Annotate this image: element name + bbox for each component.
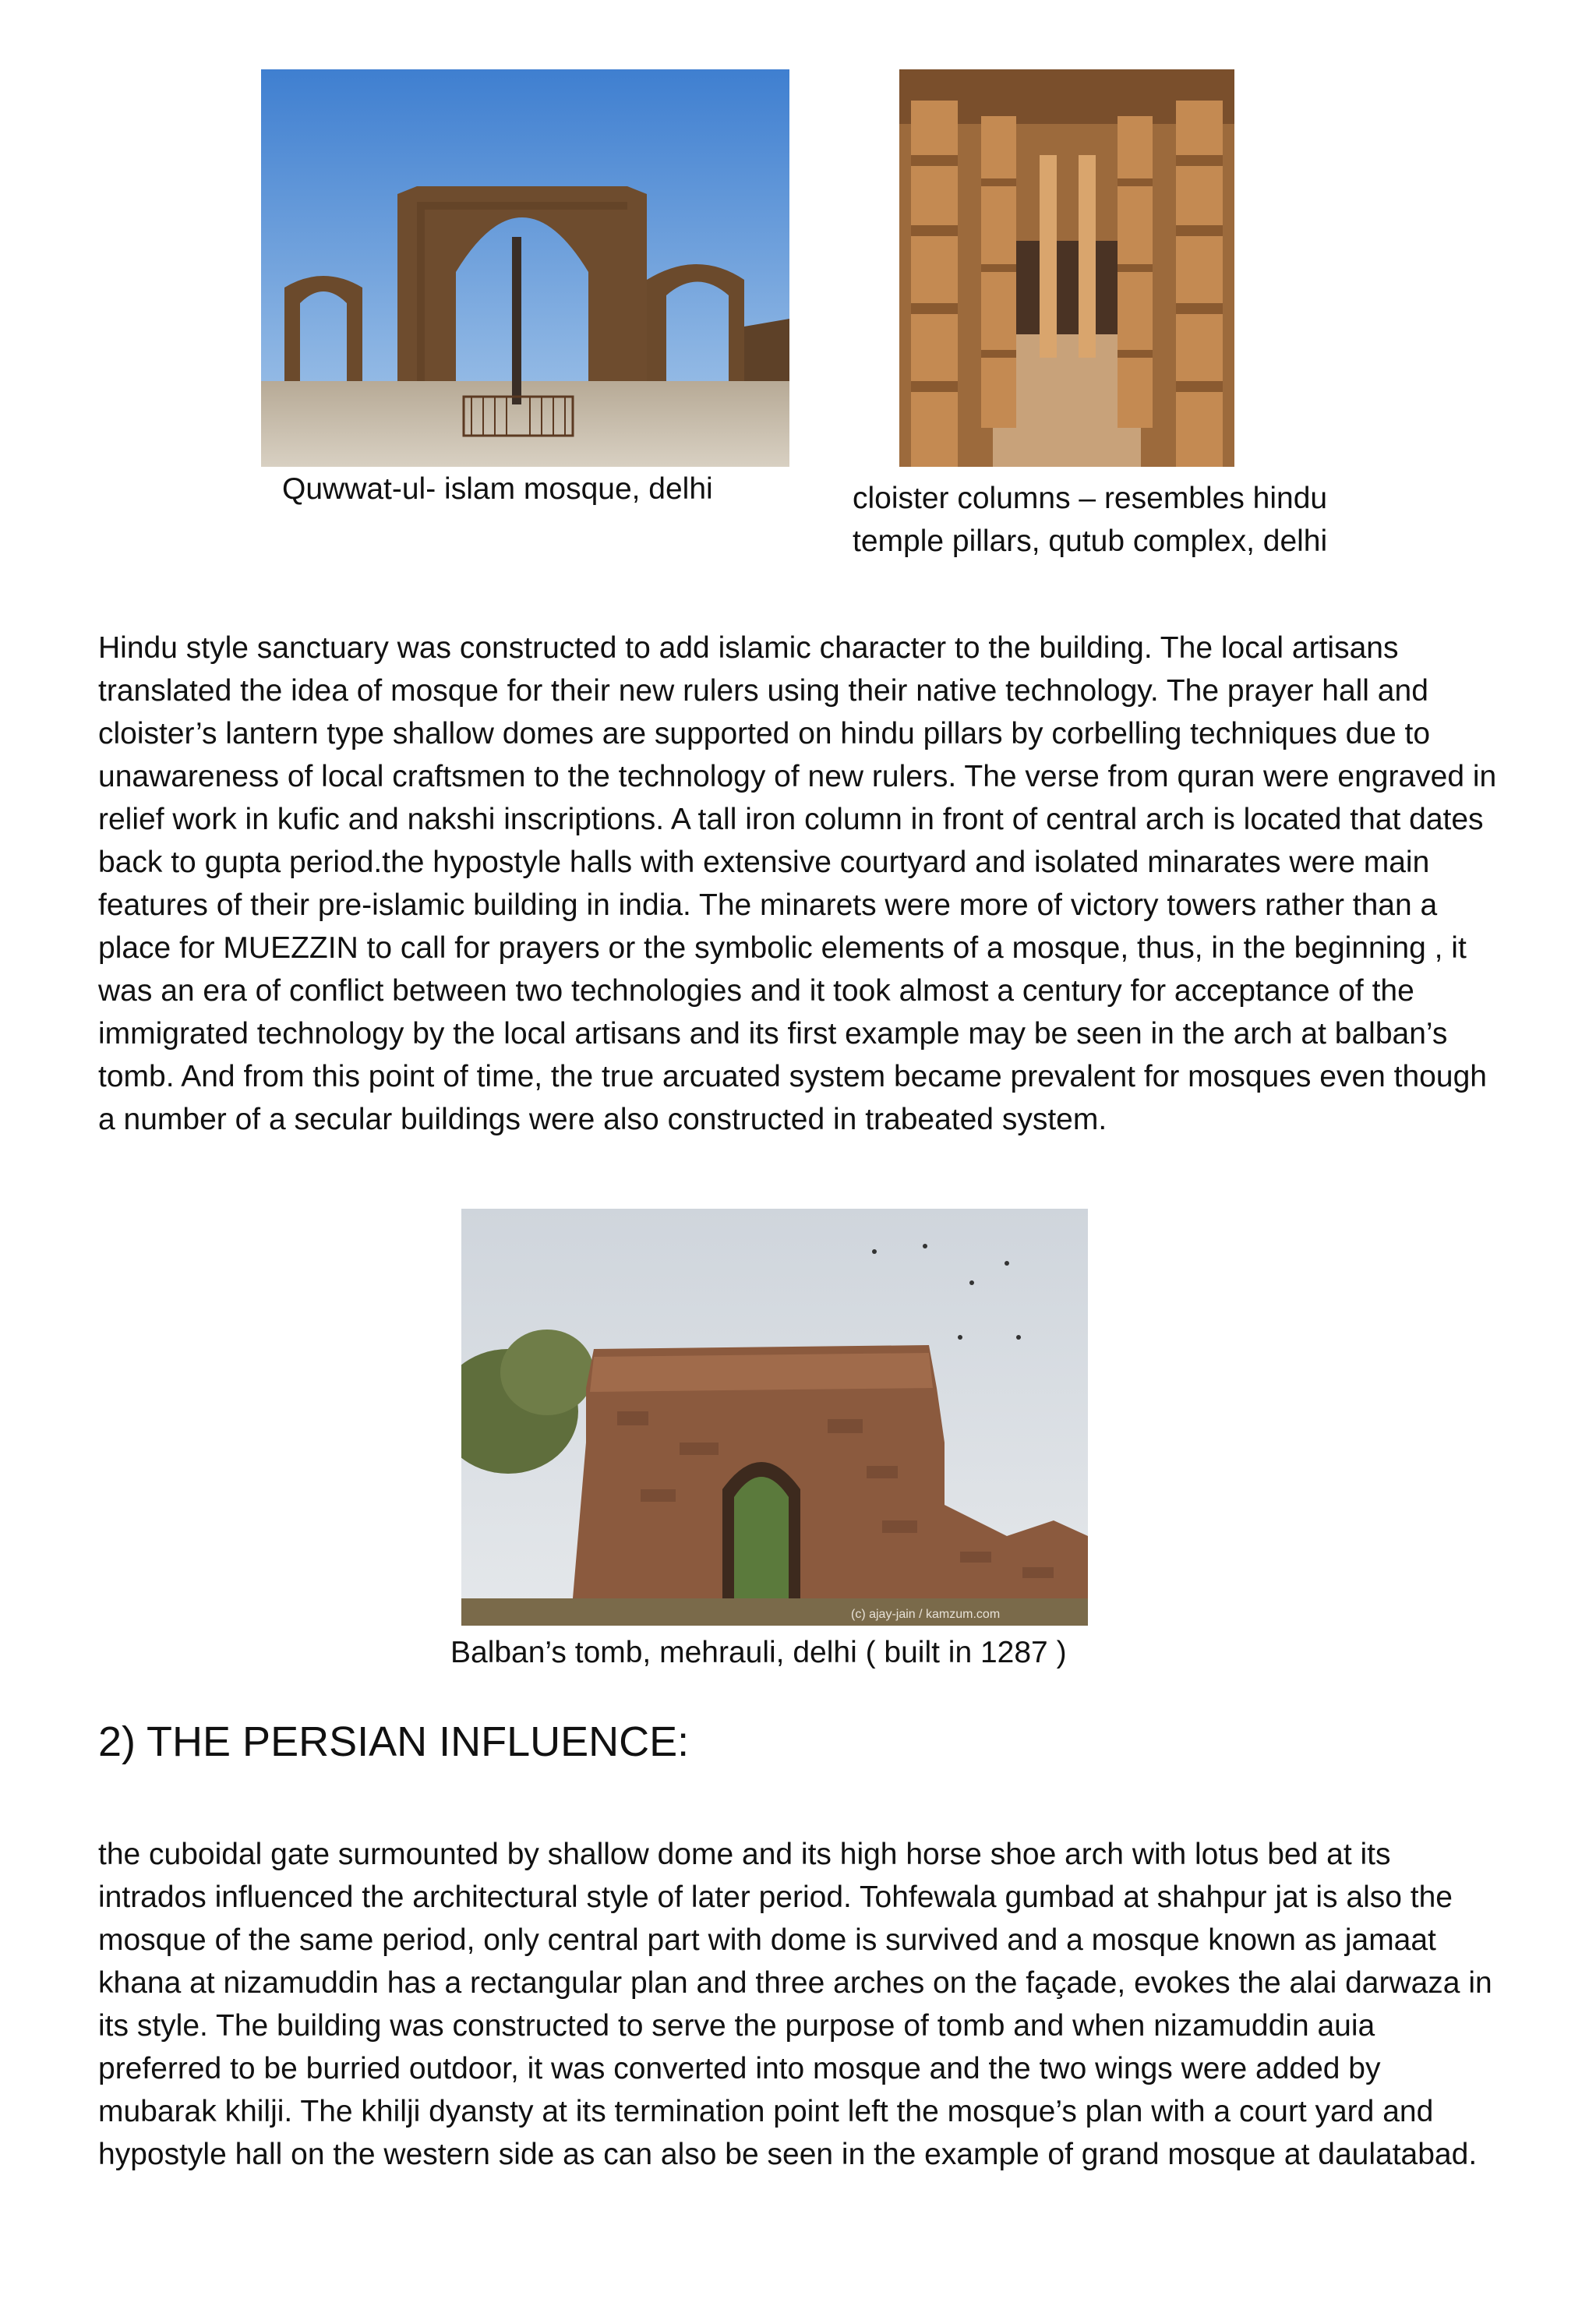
section-heading: 2) THE PERSIAN INFLUENCE: [98, 1718, 690, 1765]
cloister-caption-line: temple pillars, qutub complex, delhi [853, 524, 1328, 558]
cloister-caption-line: cloister columns – resembles hindu [853, 482, 1328, 515]
body-paragraph-1: Hindu style sanctuary was constructed to add islamic character to the building. The local artisans translated the idea of mosque for their new rulers using their native technology. The prayer hall and cloister’s lantern type shallow domes are supported on hindu pillars by corbelling techniques due to unawareness of local craftsmen to the technology of new rulers. The verse from quran were engraved in relief work in kufic and nakshi inscriptions. A tall iron column in front of central arch is located that dates back to gupta period.the hypostyle halls with extensive courtyard and isolated minarates were main features of their pre-islamic building in india. The minarets were more of victory towers rather than a place for MUEZZIN to call for prayers or the symbolic elements of a mosque, thus, in the beginning , it was an era of conflict between two technologies and it took almost a century for acceptance of the immigrated technology by the local artisans and its first example may be seen in the arch at balban’s tomb. And from this point of time, the true arcuated system became prevalent for mosques even though a number of a secular buildings were also constructed in trabeated system. [98, 631, 1497, 1136]
balban-tomb-caption: Balban’s tomb, mehrauli, delhi ( built in 1287 ) [450, 1636, 1067, 1669]
mosque-caption: Quwwat-ul- islam mosque, delhi [282, 472, 713, 506]
balban-photo-watermark: (c) ajay-jain / kamzum.com [851, 1608, 1001, 1621]
cloister-photo [899, 69, 1234, 467]
cloister-caption [853, 477, 1327, 563]
body-paragraph-2: the cuboidal gate surmounted by shallow dome and its high horse shoe arch with lotus bed at its intrados influenced the architectural style of later period. Tohfewala gumbad at shahpur jat is also the mosque of the same period, only central part with dome is survived and a mosque known as jamaat khana at nizamuddin has a rectangular plan and three arches on the façade, evokes the alai darwaza in its style. The building was constructed to serve the purpose of tomb and when nizamuddin auia preferred to be burried outdoor, it was converted into mosque and the two wings were added by mubarak khilji. The khilji dyansty at its termination point left the mosque’s plan with a court yard and hypostyle hall on the western side as can also be seen in the example of grand mosque at daulatabad. [98, 1838, 1492, 2171]
balban-tomb-photo [461, 1209, 1088, 1626]
mosque-photo [261, 69, 789, 467]
